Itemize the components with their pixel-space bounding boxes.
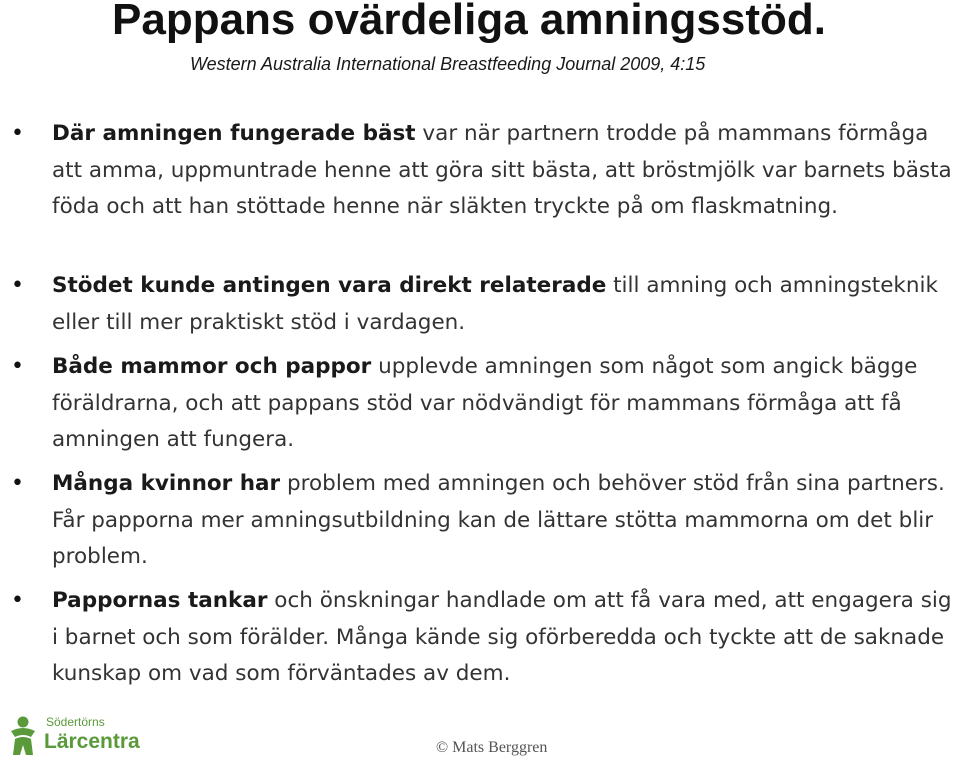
bullet-body-text: och önskningar handlade om att få vara med, att engagera sig i barnet och som förälder. Många kände sig oförberedda och tyckte att de saknade kunskap om vad som förväntades av dem. [52,588,952,686]
person-figure-icon [6,715,40,757]
bullet-item [52,268,957,341]
sodertorns-larcentra-logo [6,713,146,759]
slide-subtitle-citation: Western Australia International Breastfeeding Journal 2009, 4:15 [190,54,706,74]
bullet-body-text: var när partnern trodde på mammans förmåga att amma, uppmuntrade henne att göra sitt bästa, att bröstmjölk var barnets bästa föda och att han stöttade henne när släkten tryckte på om flaskmatning. [52,121,952,219]
bullet-body-text: till amning och amningsteknik eller till mer praktiskt stöd i vardagen. [52,273,938,335]
slide-title: Pappans ovärdeliga amningsstöd. [112,0,826,44]
bullet-item [52,349,957,459]
bullet-lead-text: Stödet kunde antingen vara direkt relaterade [52,273,607,298]
bullet-lead-text: Där amningen fungerade bäst [52,121,416,146]
bullet-lead-text: Pappornas tankar [52,588,268,613]
bullet-body-text: upplevde amningen som något som angick bägge föräldrarna, och att pappans stöd var nödvändigt för mammans förmåga att få amningen att fungera. [52,354,918,452]
logo-text-line1: Södertörns [46,715,105,729]
bullet-body-text: problem med amningen och behöver stöd från sina partners. Får papporna mer amningsutbildning kan de lättare stötta mammorna om det blir problem. [52,471,945,569]
bullet-item [52,116,957,226]
logo-text-line2: Lärcentra [44,730,140,753]
bullet-item [52,466,957,576]
footer-copyright: © Mats Berggren [436,739,548,756]
bullet-item [52,583,957,693]
bullet-lead-text: Många kvinnor har [52,471,281,496]
bullet-lead-text: Både mammor och pappor [52,354,372,379]
